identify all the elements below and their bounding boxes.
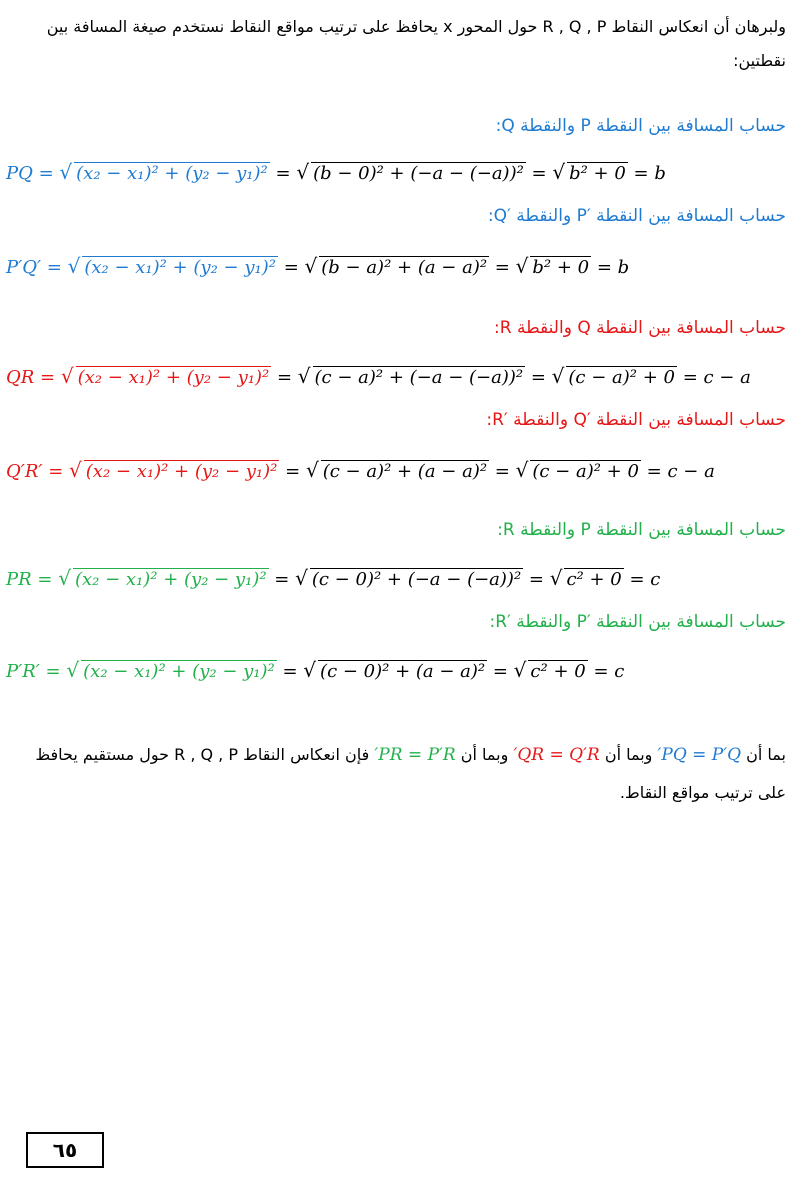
eq-lhs: P′Q′ = bbox=[6, 257, 62, 278]
section-heading-pr: حساب المسافة بين النقطة P والنقطة R: bbox=[497, 520, 786, 540]
eq-simplified: (c − a)² + 0 bbox=[568, 367, 675, 388]
eq-formula: (x₂ − x₁)² + (y₂ − y₁)² bbox=[85, 461, 278, 482]
page-number: ٦٥ bbox=[26, 1132, 104, 1168]
eq-result: = b bbox=[596, 257, 630, 278]
eq-simplified: b² + 0 bbox=[569, 163, 626, 184]
equation-p-prime-q-prime: P′Q′ = √ (x₂ − x₁)² + (y₂ − y₁)² = √ (b − a)² + (a − a)² = √ b² + 0 = b bbox=[6, 254, 630, 278]
eq-simplified: (c − a)² + 0 bbox=[532, 461, 639, 482]
eq-result: = b bbox=[633, 163, 666, 184]
intro-text: ولبرهان أن انعكاس النقاط R , Q , P حول المحور x يحافظ على ترتيب مواقع النقاط نستخدم صيغة المسافة بين نقطتين: bbox=[46, 17, 786, 70]
eq-formula: (x₂ − x₁)² + (y₂ − y₁)² bbox=[74, 569, 267, 590]
eq-lhs: P′R′ = bbox=[6, 661, 61, 682]
eq-result: = c − a bbox=[682, 367, 751, 388]
conclusion-text-4: فإن انعكاس النقاط R , Q , P حول مستقيم يحافظ على ترتيب مواقع النقاط. bbox=[35, 745, 786, 802]
eq-simplified: c² + 0 bbox=[566, 569, 622, 590]
eq-result: = c bbox=[629, 569, 661, 590]
eq-lhs: PQ = bbox=[6, 163, 54, 184]
equation-qr: QR = √ (x₂ − x₁)² + (y₂ − y₁)² = √ (c − a)² + (−a − (−a))² = √ (c − a)² + 0 = c − a bbox=[6, 364, 751, 388]
eq-simplified: b² + 0 bbox=[532, 257, 590, 278]
eq-result: = c − a bbox=[646, 461, 715, 482]
equation-pq: PQ = √ (x₂ − x₁)² + (y₂ − y₁)² = √ (b − 0)² + (−a − (−a))² = √ b² + 0 = b bbox=[6, 160, 666, 184]
eq-lhs: Q′R′ = bbox=[6, 461, 64, 482]
eq-formula: (x₂ − x₁)² + (y₂ − y₁)² bbox=[84, 257, 276, 278]
section-heading-q-prime-r-prime: حساب المسافة بين النقطة ′Q والنقطة ′R: bbox=[486, 410, 786, 430]
conclusion-text-2: وبما أن bbox=[604, 745, 653, 764]
eq-sub: (c − 0)² + (−a − (−a))² bbox=[311, 569, 522, 590]
conclusion-eq-pq: PQ = P′Q′ bbox=[657, 745, 742, 765]
equation-p-prime-r-prime: P′R′ = √ (x₂ − x₁)² + (y₂ − y₁)² = √ (c − 0)² + (a − a)² = √ c² + 0 = c bbox=[6, 658, 625, 682]
intro-paragraph bbox=[16, 10, 786, 78]
conclusion-paragraph bbox=[16, 736, 786, 812]
section-heading-p-prime-q-prime: حساب المسافة بين النقطة ′P والنقطة ′Q: bbox=[487, 206, 786, 226]
section-heading-qr: حساب المسافة بين النقطة Q والنقطة R: bbox=[494, 318, 786, 338]
eq-formula: (x₂ − x₁)² + (y₂ − y₁)² bbox=[83, 661, 275, 682]
eq-sub: (c − 0)² + (a − a)² bbox=[320, 661, 486, 682]
eq-sub: (c − a)² + (−a − (−a))² bbox=[314, 367, 524, 388]
equation-q-prime-r-prime: Q′R′ = √ (x₂ − x₁)² + (y₂ − y₁)² = √ (c − a)² + (a − a)² = √ (c − a)² + 0 = c − a bbox=[6, 458, 715, 482]
section-heading-p-prime-r-prime: حساب المسافة بين النقطة ′P والنقطة ′R: bbox=[489, 612, 786, 632]
eq-sub: (b − 0)² + (−a − (−a))² bbox=[313, 163, 524, 184]
eq-sub: (c − a)² + (a − a)² bbox=[322, 461, 488, 482]
eq-formula: (x₂ − x₁)² + (y₂ − y₁)² bbox=[76, 163, 268, 184]
conclusion-eq-pr: PR = P′R′ bbox=[374, 745, 456, 765]
equation-pr: PR = √ (x₂ − x₁)² + (y₂ − y₁)² = √ (c − 0)² + (−a − (−a))² = √ c² + 0 = c bbox=[6, 566, 661, 590]
eq-formula: (x₂ − x₁)² + (y₂ − y₁)² bbox=[77, 367, 270, 388]
eq-result: = c bbox=[593, 661, 625, 682]
eq-lhs: PR = bbox=[6, 569, 53, 590]
eq-lhs: QR = bbox=[6, 367, 56, 388]
conclusion-text-1: بما أن bbox=[746, 745, 786, 764]
conclusion-text-3: وبما أن bbox=[460, 745, 509, 764]
section-heading-pq: حساب المسافة بين النقطة P والنقطة Q: bbox=[495, 116, 786, 136]
conclusion-eq-qr: QR = Q′R′ bbox=[513, 745, 600, 765]
eq-simplified: c² + 0 bbox=[530, 661, 586, 682]
eq-sub: (b − a)² + (a − a)² bbox=[321, 257, 488, 278]
